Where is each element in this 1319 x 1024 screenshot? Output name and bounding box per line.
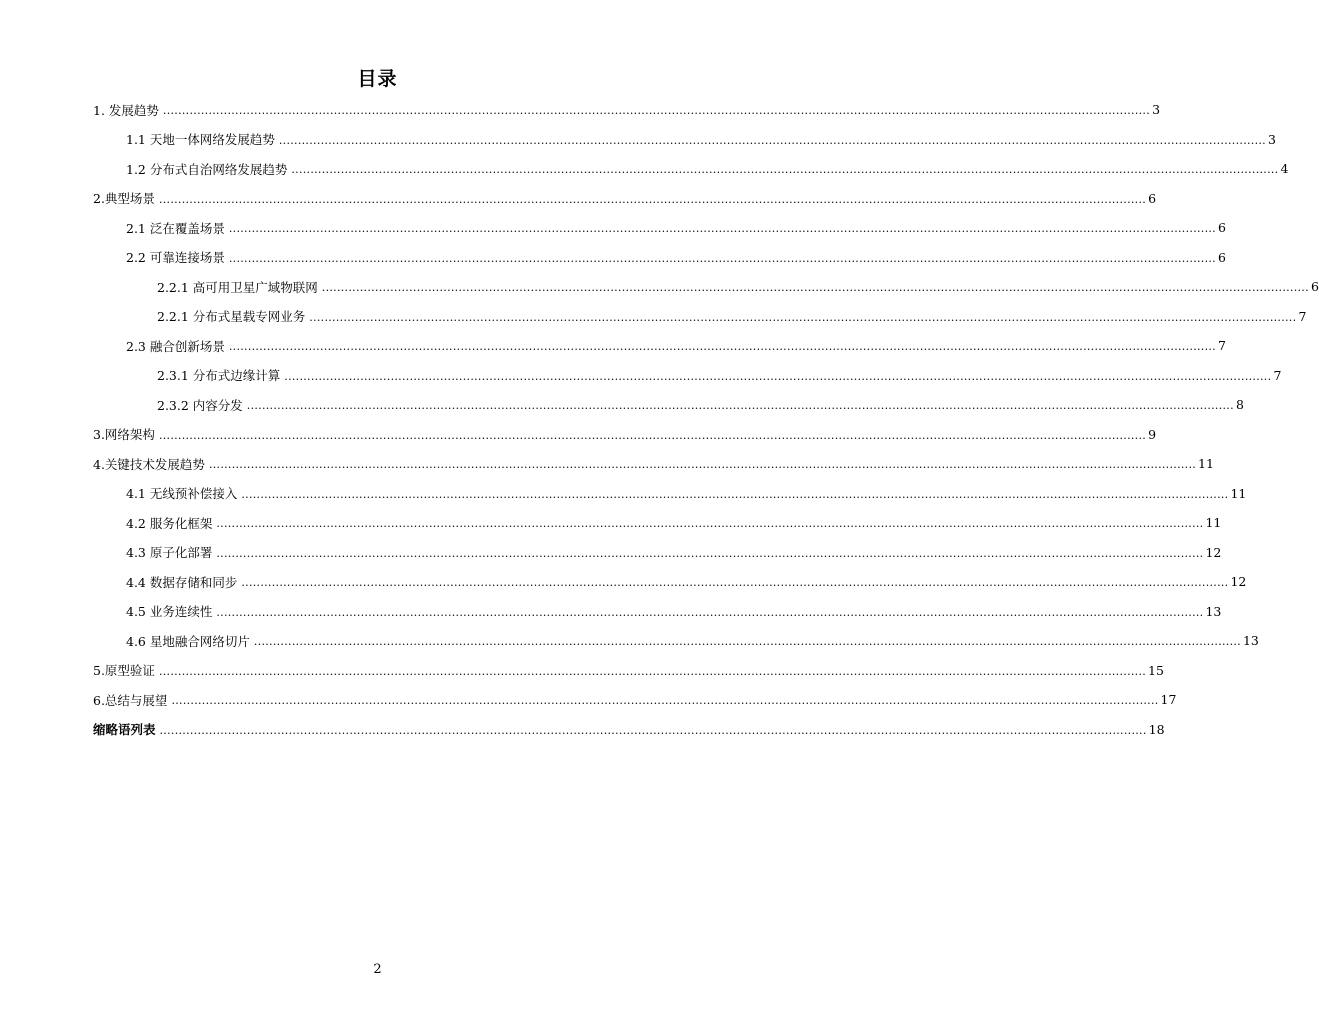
toc-entry-label: 4.2 服务化框架 (126, 515, 213, 531)
toc-entry-page: 13 (1242, 633, 1259, 649)
dot-leader: .................................................................................................................................................................................................................................................................... (158, 664, 1147, 678)
toc-entry-page: 11 (1230, 485, 1247, 501)
dot-leader: .................................................................................................................................................................................................................................................................... (291, 163, 1279, 177)
dot-leader: .................................................................................................................................................................................................................................................................... (278, 133, 1266, 147)
toc-entry-label: 2.2.1 高可用卫星广域物联网 (157, 279, 318, 295)
dot-leader: .................................................................................................................................................................................................................................................................... (162, 104, 1151, 118)
toc-entry[interactable] (93, 508, 1222, 538)
toc-entry[interactable] (93, 154, 1289, 184)
toc-title: 目录 (357, 68, 398, 90)
dot-leader: .................................................................................................................................................................................................................................................................... (216, 546, 1204, 560)
dot-leader: .................................................................................................................................................................................................................................................................... (241, 576, 1229, 590)
dot-leader: .................................................................................................................................................................................................................................................................... (228, 340, 1216, 354)
dot-leader: .................................................................................................................................................................................................................................................................... (253, 635, 1241, 649)
dot-leader: .................................................................................................................................................................................................................................................................... (216, 605, 1204, 619)
toc-entry-label: 4.5 业务连续性 (126, 604, 213, 620)
toc-entry[interactable] (93, 597, 1222, 627)
dot-leader: .................................................................................................................................................................................................................................................................... (216, 517, 1204, 531)
dot-leader: .................................................................................................................................................................................................................................................................... (309, 310, 1297, 324)
table-of-contents (93, 95, 1319, 744)
toc-entry-page: 9 (1148, 426, 1157, 442)
toc-entry-label: 1.1 天地一体网络发展趋势 (126, 132, 275, 148)
toc-entry-label: 2.2 可靠连接场景 (126, 250, 225, 266)
toc-entry[interactable] (93, 213, 1226, 243)
toc-entry-label: 2.2.1 分布式星载专网业务 (157, 309, 306, 325)
toc-entry-page: 6 (1218, 249, 1226, 265)
toc-entry-page: 6 (1218, 220, 1226, 236)
toc-entry-page: 11 (1205, 515, 1222, 531)
toc-entry[interactable] (93, 272, 1319, 302)
toc-entry[interactable] (93, 420, 1157, 450)
toc-entry-label: 2.1 泛在覆盖场景 (126, 220, 225, 236)
toc-entry-page: 8 (1235, 397, 1244, 413)
toc-entry-page: 7 (1218, 338, 1226, 354)
toc-entry-label: 5.原型验证 (93, 663, 155, 679)
dot-leader: .................................................................................................................................................................................................................................................................... (158, 192, 1147, 206)
dot-leader: .................................................................................................................................................................................................................................................................... (321, 281, 1309, 295)
toc-entry[interactable] (93, 479, 1247, 509)
dot-leader: .................................................................................................................................................................................................................................................................... (158, 428, 1147, 442)
toc-entry-page: 17 (1160, 692, 1177, 708)
toc-entry-label: 1.2 分布式自治网络发展趋势 (126, 161, 288, 177)
toc-entry-label: 4.关键技术发展趋势 (93, 456, 205, 472)
toc-entry-label: 缩略语列表 (93, 722, 156, 738)
toc-entry-page: 12 (1205, 544, 1222, 560)
toc-entry-label: 4.6 星地融合网络切片 (126, 633, 250, 649)
toc-entry-page: 4 (1280, 161, 1289, 177)
dot-leader: .................................................................................................................................................................................................................................................................... (284, 369, 1272, 383)
page-number: 2 (373, 962, 382, 977)
dot-leader: .................................................................................................................................................................................................................................................................... (228, 251, 1216, 265)
toc-entry[interactable] (93, 361, 1282, 391)
toc-entry-label: 1. 发展趋势 (93, 102, 159, 118)
toc-entry-label: 2.3.2 内容分发 (157, 397, 243, 413)
toc-entry[interactable] (93, 302, 1307, 332)
toc-entry-label: 4.1 无线预补偿接入 (126, 486, 238, 502)
toc-entry-page: 6 (1310, 279, 1319, 295)
toc-entry[interactable] (93, 685, 1177, 715)
dot-leader: .................................................................................................................................................................................................................................................................... (208, 458, 1197, 472)
toc-entry[interactable] (93, 331, 1226, 361)
toc-entry-label: 2.3.1 分布式边缘计算 (157, 368, 281, 384)
toc-entry-label: 3.网络架构 (93, 427, 155, 443)
toc-entry-label: 4.4 数据存储和同步 (126, 574, 238, 590)
toc-entry-page: 18 (1148, 721, 1165, 737)
toc-entry-label: 2.典型场景 (93, 191, 155, 207)
toc-entry-page: 15 (1148, 662, 1164, 678)
toc-entry-page: 12 (1230, 574, 1247, 590)
toc-entry[interactable] (93, 243, 1226, 273)
toc-entry-page: 3 (1152, 102, 1161, 118)
toc-entry[interactable] (93, 656, 1164, 686)
toc-entry-label: 6.总结与展望 (93, 692, 168, 708)
dot-leader: .................................................................................................................................................................................................................................................................... (246, 399, 1234, 413)
toc-entry-page: 11 (1198, 456, 1214, 472)
toc-entry-page: 13 (1205, 603, 1222, 619)
toc-entry[interactable] (93, 95, 1161, 125)
toc-entry[interactable] (93, 567, 1247, 597)
toc-entry-page: 7 (1273, 367, 1282, 383)
toc-entry-page: 7 (1298, 308, 1307, 324)
toc-entry[interactable] (93, 626, 1259, 656)
toc-entry[interactable] (93, 390, 1244, 420)
toc-entry[interactable] (93, 125, 1276, 155)
toc-entry-page: 3 (1268, 131, 1276, 147)
toc-entry-label: 2.3 融合创新场景 (126, 338, 225, 354)
dot-leader: .................................................................................................................................................................................................................................................................... (171, 694, 1159, 708)
dot-leader: .................................................................................................................................................................................................................................................................... (159, 723, 1147, 737)
toc-entry[interactable] (93, 184, 1157, 214)
toc-entry[interactable] (93, 538, 1222, 568)
toc-entry-page: 6 (1148, 190, 1157, 206)
dot-leader: .................................................................................................................................................................................................................................................................... (241, 487, 1229, 501)
dot-leader: .................................................................................................................................................................................................................................................................... (228, 222, 1216, 236)
toc-entry[interactable] (93, 449, 1214, 479)
toc-entry-label: 4.3 原子化部署 (126, 545, 213, 561)
toc-entry[interactable] (93, 715, 1165, 745)
